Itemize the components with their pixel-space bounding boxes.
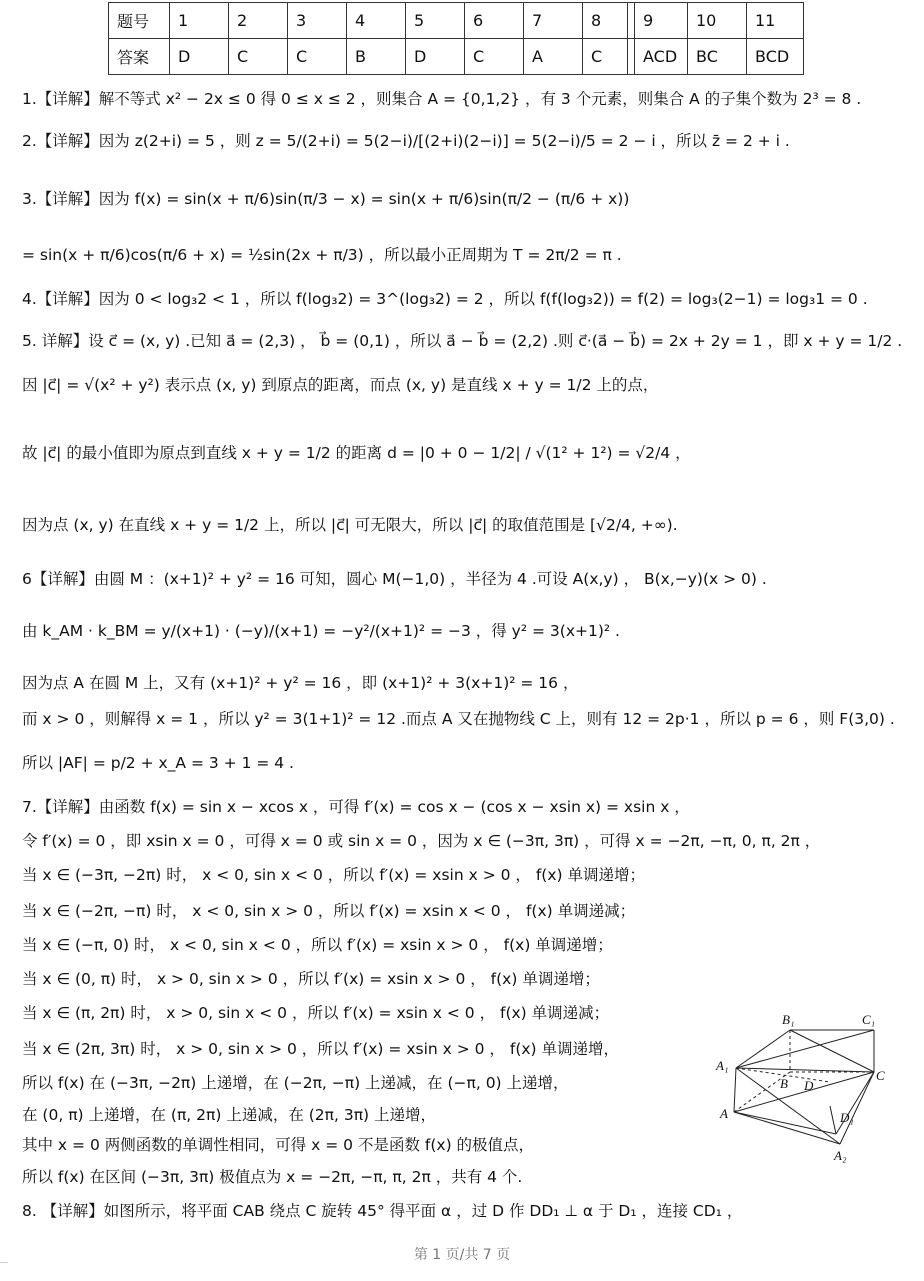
answer-cell: C xyxy=(229,39,288,75)
answer-table-number-row xyxy=(109,3,804,39)
answer-table-answer-row xyxy=(109,39,804,75)
solution-7-line-6: 当 x ∈ (0, π) 时， x > 0, sin x > 0 ，所以 f′(x) = xsin x > 0 ， f(x) 单调递增； xyxy=(22,970,600,988)
figure-label-C1: C₁ xyxy=(862,1012,876,1027)
table-answer-label: 答案 xyxy=(109,39,170,75)
question-number: 4 xyxy=(347,3,406,39)
question-number: 5 xyxy=(406,3,465,39)
question-number: 1 xyxy=(170,3,229,39)
solution-6-line-5: 所以 |AF| = p/2 + x_A = 3 + 1 = 4 . xyxy=(22,754,294,772)
solution-5-line-3: 故 |c⃗| 的最小值即为原点到直线 x + y = 1/2 的距离 d = |0 + 0 − 1/2| / √(1² + 1²) = √2/4 ， xyxy=(22,444,691,462)
table-spacer-cell xyxy=(628,3,635,39)
figure-label-C: C xyxy=(876,1068,885,1083)
answer-cell: C xyxy=(583,39,628,75)
question-number: 9 xyxy=(635,3,688,39)
answer-cell: BCD xyxy=(747,39,804,75)
question-number: 11 xyxy=(747,3,804,39)
solution-7-line-2: 令 f′(x) = 0 ，即 xsin x = 0 ，可得 x = 0 或 sin x = 0 ，因为 x ∈ (−3π, 3π) ，可得 x = −2π, −π, 0, π, 2π ， xyxy=(22,832,821,850)
solution-7-line-10: 在 (0, π) 上递增，在 (π, 2π) 上递减，在 (2π, 3π) 上递增， xyxy=(22,1106,437,1124)
solution-6-line-2: 由 k_AM · k_BM = y/(x+1) · (−y)/(x+1) = −y²/(x+1)² = −3 ，得 y² = 3(x+1)² . xyxy=(22,622,620,640)
solution-7-line-9: 所以 f(x) 在 (−3π, −2π) 上递增，在 (−2π, −π) 上递减，在 (−π, 0) 上递增， xyxy=(22,1074,569,1092)
figure-label-B: B xyxy=(780,1076,788,1091)
question-number: 10 xyxy=(688,3,747,39)
solution-5-line-1: 5. 详解】设 c⃗ = (x, y) .已知 a⃗ = (2,3) ， b⃗ = (0,1) ，所以 a⃗ − b⃗ = (2,2) .则 c⃗·(a⃗ − b⃗) = 2x + 2y = 1 ，即 x + y = 1/2 . xyxy=(22,332,903,350)
solution-7-line-1: 7.【详解】由函数 f(x) = sin x − xcos x ，可得 f′(x) = cos x − (cos x − xsin x) = xsin x ， xyxy=(22,798,690,816)
question-number: 2 xyxy=(229,3,288,39)
question-number: 3 xyxy=(288,3,347,39)
solution-6-line-1: 6【详解】由圆 M ：(x+1)² + y² = 16 可知，圆心 M(−1,0) ，半径为 4 .可设 A(x,y) ， B(x,−y)(x > 0) . xyxy=(22,570,767,588)
solution-7-line-11: 其中 x = 0 两侧函数的单调性相同，可得 x = 0 不是函数 f(x) 的极值点， xyxy=(22,1136,535,1154)
solution-5-line-2: 因 |c⃗| = √(x² + y²) 表示点 (x, y) 到原点的距离，而点 (x, y) 是直线 x + y = 1/2 上的点， xyxy=(22,376,659,394)
solution-6-line-4: 而 x > 0 ，则解得 x = 1 ，所以 y² = 3(1+1)² = 12 .而点 A 又在抛物线 C 上，则有 12 = 2p·1 ，所以 p = 6 ，则 F(3,0) . xyxy=(22,710,895,728)
solution-3-line-2: = sin(x + π/6)cos(π/6 + x) = ½sin(2x + π/3) ，所以最小正周期为 T = 2π/2 = π . xyxy=(22,246,622,264)
figure-label-A2: A₂ xyxy=(834,1148,847,1163)
solution-7-line-7: 当 x ∈ (π, 2π) 时， x > 0, sin x < 0 ，所以 f′(x) = xsin x < 0 ， f(x) 单调递减； xyxy=(22,1004,610,1022)
answer-cell: C xyxy=(465,39,524,75)
page-footer: 第 1 页/共 7 页 xyxy=(413,1247,511,1263)
figure-label-A1: A₁ xyxy=(716,1058,729,1073)
question-number: 7 xyxy=(524,3,583,39)
solution-1: 1.【详解】解不等式 x² − 2x ≤ 0 得 0 ≤ x ≤ 2 ，则集合 A = {0,1,2} ，有 3 个元素，则集合 A 的子集个数为 2³ = 8 . xyxy=(22,90,862,108)
solution-7-line-8: 当 x ∈ (2π, 3π) 时， x > 0, sin x > 0 ，所以 f′(x) = xsin x > 0 ， f(x) 单调递增， xyxy=(22,1040,620,1058)
solution-7-line-4: 当 x ∈ (−2π, −π) 时， x < 0, sin x > 0 ，所以 f′(x) = xsin x < 0 ， f(x) 单调递减； xyxy=(22,902,636,920)
page-edge-divider xyxy=(0,1262,8,1281)
geometry-figure xyxy=(712,1010,892,1180)
answer-cell: C xyxy=(288,39,347,75)
answer-cell: D xyxy=(406,39,465,75)
answer-cell: BC xyxy=(688,39,747,75)
answer-table xyxy=(108,2,804,75)
answer-cell: D xyxy=(170,39,229,75)
question-number: 8 xyxy=(583,3,628,39)
solution-4: 4.【详解】因为 0 < log₃2 < 1 ，所以 f(log₃2) = 3^(log₃2) = 2 ，所以 f(f(log₃2)) = f(2) = log₃(2−1) = log₃1 = 0 . xyxy=(22,290,868,308)
solution-5-line-4: 因为点 (x, y) 在直线 x + y = 1/2 上，所以 |c⃗| 可无限大，所以 |c⃗| 的取值范围是 [√2/4, +∞). xyxy=(22,516,678,534)
solution-6-line-3: 因为点 A 在圆 M 上，又有 (x+1)² + y² = 16 ，即 (x+1)² + 3(x+1)² = 16 ， xyxy=(22,674,579,692)
answer-cell: B xyxy=(347,39,406,75)
solution-7-line-3: 当 x ∈ (−3π, −2π) 时， x < 0, sin x < 0 ，所以 f′(x) = xsin x > 0 ， f(x) 单调递增； xyxy=(22,866,645,884)
answer-cell: A xyxy=(524,39,583,75)
solution-7-line-12: 所以 f(x) 在区间 (−3π, 3π) 极值点为 x = −2π, −π, π, 2π ，共有 4 个. xyxy=(22,1168,523,1186)
figure-label-D1: D₁ xyxy=(840,1110,854,1125)
table-spacer-cell xyxy=(628,39,635,75)
figure-label-D: D xyxy=(804,1078,814,1093)
solution-2: 2.【详解】因为 z(2+i) = 5 ，则 z = 5/(2+i) = 5(2−i)/[(2+i)(2−i)] = 5(2−i)/5 = 2 − i ，所以 z̄ = 2 + i . xyxy=(22,132,790,150)
solution-8-line-1: 8. 【详解】如图所示，将平面 CAB 绕点 C 旋转 45° 得平面 α ，过 D 作 DD₁ ⊥ α 于 D₁ ，连接 CD₁ ， xyxy=(22,1202,743,1220)
table-header-cell: 题号 xyxy=(109,3,170,39)
figure-label-A: A xyxy=(720,1106,728,1121)
solution-3-line-1: 3.【详解】因为 f(x) = sin(x + π/6)sin(π/3 − x) = sin(x + π/6)sin(π/2 − (π/6 + x)) xyxy=(22,190,630,208)
solution-7-line-5: 当 x ∈ (−π, 0) 时， x < 0, sin x < 0 ，所以 f′(x) = xsin x > 0 ， f(x) 单调递增； xyxy=(22,936,613,954)
answer-cell: ACD xyxy=(635,39,688,75)
figure-label-B1: B₁ xyxy=(782,1012,795,1027)
question-number: 6 xyxy=(465,3,524,39)
